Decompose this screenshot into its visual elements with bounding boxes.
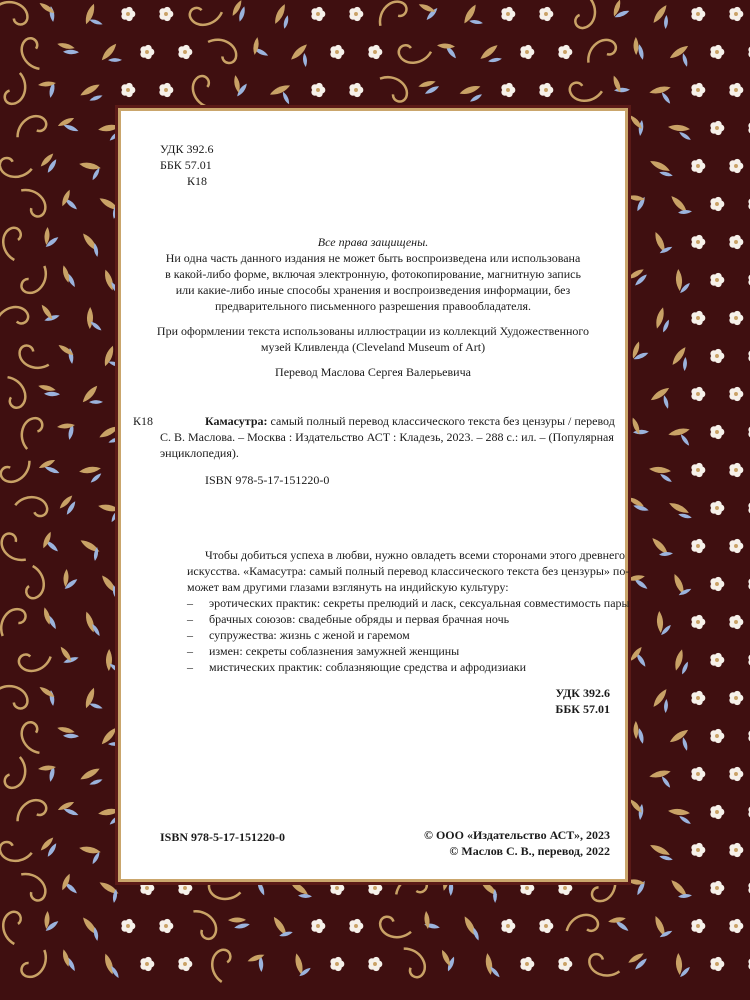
bullet-text: мистических практик: соблазняющие средства и афродизиаки [209, 660, 527, 674]
catalog-isbn: ISBN 978-5-17-151220-0 [205, 473, 330, 487]
catalog-line-3: энциклопедия). [160, 446, 239, 460]
book-page [121, 111, 630, 879]
catalog-line-2: С. В. Маслова. – Москва : Издательство АСТ : Кладезь, 2023. – 288 с.: ил. – (Популярная [160, 430, 614, 444]
illustrations-line-2: музей Кливленда (Cleveland Museum of Art) [260, 340, 486, 354]
rights-line-3: или какие-либо иные способы хранения и воспроизведения информации, без [175, 283, 571, 297]
catalog-line-1 [205, 413, 615, 429]
bbk-top: ББК 57.01 [160, 158, 212, 172]
bullet-dash: – [187, 628, 193, 642]
bullet-dash: – [187, 644, 193, 658]
footer-isbn: ISBN 978-5-17-151220-0 [160, 830, 285, 844]
annotation-bullet-item [187, 611, 509, 627]
catalog-title: Камасутра: [205, 414, 268, 428]
illustrations-line-1: При оформлении текста использованы иллюстрации из коллекций Художественного [156, 324, 590, 338]
catalog-mark: К18 [133, 414, 154, 428]
rights-line-2: в какой-либо форме, включая электронную, фотокопирование, магнитную запись [165, 267, 581, 281]
bullet-text: измен: секреты соблазнения замужней женщины [209, 644, 460, 658]
translator-line: Перевод Маслова Сергея Валерьевича [275, 365, 471, 379]
catalog-line-1-rest: самый полный перевод классического текста без цензуры / перевод [267, 414, 615, 428]
annotation-line-3: может вам другими глазами взглянуть на индийскую культуру: [187, 580, 509, 594]
copyright-publisher: © ООО «Издательство АСТ», 2023 [423, 828, 610, 842]
annotation-line-1: Чтобы добиться успеха в любви, нужно овладеть всеми сторонами этого древнего [205, 548, 626, 562]
bbk-bottom: ББК 57.01 [555, 702, 610, 716]
annotation-bullet-item [187, 595, 630, 611]
udk-top: УДК 392.6 [160, 142, 214, 156]
copyright-translator: © Маслов С. В., перевод, 2022 [449, 844, 610, 858]
rights-line-1: Ни одна часть данного издания не может быть воспроизведена или использована [165, 251, 581, 265]
bullet-text: эротических практик: секреты прелюдий и ласк, сексуальная совместимость пары [209, 596, 630, 610]
annotation-bullet-item [187, 627, 410, 643]
annotation-line-2: искусства. «Камасутра: самый полный перевод классического текста без цензуры» по- [187, 564, 630, 578]
bullet-dash: – [187, 612, 193, 626]
bullet-text: супружества: жизнь с женой и гаремом [209, 628, 410, 642]
rights-line-4: предварительного письменного разрешения правообладателя. [214, 299, 532, 313]
bullet-dash: – [187, 596, 193, 610]
rights-title: Все права защищены. [317, 235, 429, 249]
author-mark-top: К18 [187, 174, 208, 188]
udk-bottom: УДК 392.6 [555, 686, 610, 700]
annotation-bullet-item [187, 659, 526, 675]
bullet-dash: – [187, 660, 193, 674]
annotation-bullet-item [187, 643, 459, 659]
bullet-text: брачных союзов: свадебные обряды и первая брачная ночь [209, 612, 510, 626]
